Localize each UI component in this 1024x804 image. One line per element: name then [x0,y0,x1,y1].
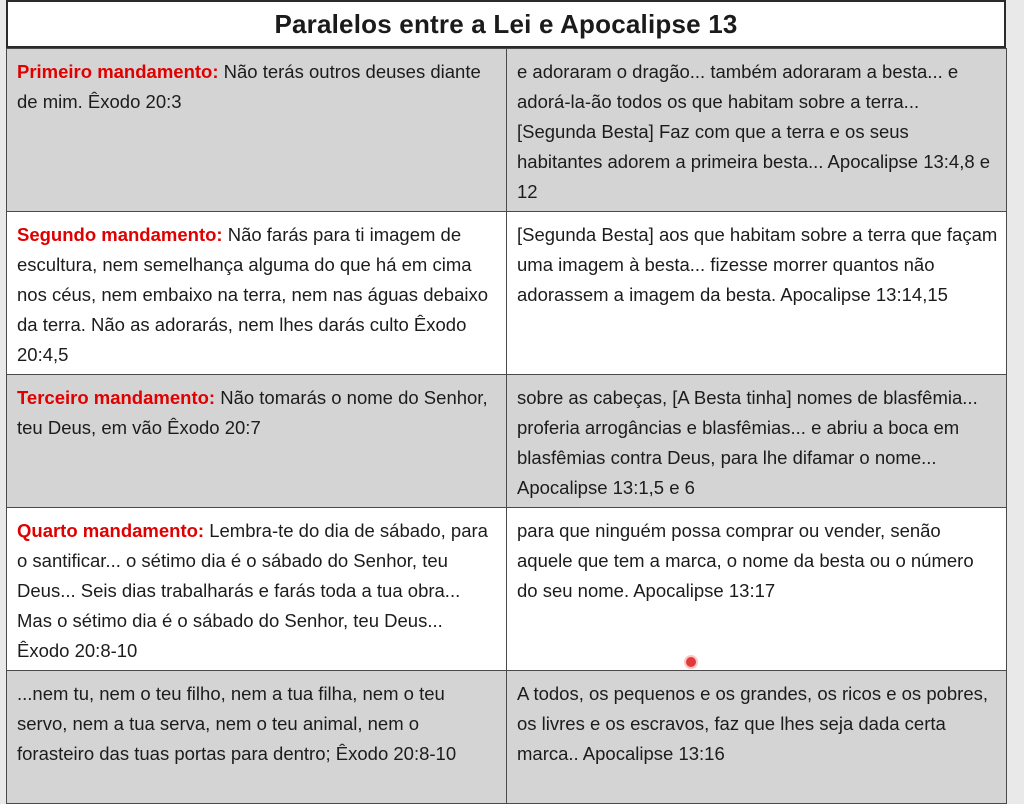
table-row [7,49,1007,212]
law-text: Lembra-te do dia de sábado, para o santificar... o sétimo dia é o sábado do Senhor, teu Deus... Seis dias trabalharás e farás toda a tua obra... Mas o sétimo dia é o sábado do Senhor, teu Deus... Êxodo 20:8-10 [17,520,488,661]
revelation-cell [507,671,1007,804]
revelation-cell [507,375,1007,508]
pointer-cursor-icon [686,657,696,667]
law-text: Não tomarás o nome do Senhor, teu Deus, em vão Êxodo 20:7 [17,387,488,438]
law-cell [7,49,507,212]
table-row [7,508,1007,671]
revelation-cell [507,212,1007,375]
commandment-label: Segundo mandamento: [17,224,223,245]
revelation-text: sobre as cabeças, [A Besta tinha] nomes de blasfêmia... proferia arrogâncias e blasfêmias... e abriu a boca em blasfêmias contra Deus, para lhe difamar o nome... Apocalipse 13:1,5 e 6 [517,387,978,498]
revelation-cell [507,508,1007,671]
commandment-label: Quarto mandamento: [17,520,205,541]
commandment-label: Terceiro mandamento: [17,387,216,408]
law-cell [7,671,507,804]
law-cell [7,508,507,671]
commandment-label: Primeiro mandamento: [17,61,219,82]
slide [6,0,1006,764]
law-text: Não terás outros deuses diante de mim. Êxodo 20:3 [17,61,481,112]
page-title: Paralelos entre a Lei e Apocalipse 13 [274,8,738,39]
table-row [7,212,1007,375]
revelation-text: [Segunda Besta] aos que habitam sobre a terra que façam uma imagem à besta... fizesse morrer quantos não adorassem a imagem da besta. Apocalipse 13:14,15 [517,224,998,305]
revelation-text: para que ninguém possa comprar ou vender, senão aquele que tem a marca, o nome da besta ou o número do seu nome. Apocalipse 13:17 [517,520,974,601]
revelation-text: A todos, os pequenos e os grandes, os ricos e os pobres, os livres e os escravos, faz que lhes seja dada certa marca.. Apocalipse 13:16 [517,683,989,764]
law-text: ...nem tu, nem o teu filho, nem a tua filha, nem o teu servo, nem a tua serva, nem o teu animal, nem o forasteiro das tuas portas para dentro; Êxodo 20:8-10 [17,683,457,764]
revelation-cell [507,49,1007,212]
law-cell [7,375,507,508]
table-row [7,671,1007,804]
title-bar [6,0,1006,48]
parallels-table [6,48,1007,804]
revelation-text: e adoraram o dragão... também adoraram a besta... e adorá-la-ão todos os que habitam sobre a terra... [Segunda Besta] Faz com que a terra e os seus habitantes adorem a primeira besta... Apocalipse 13:4,8 e 12 [517,61,991,202]
law-cell [7,212,507,375]
table-row [7,375,1007,508]
law-text: Não farás para ti imagem de escultura, nem semelhança alguma do que há em cima nos céus, nem embaixo na terra, nem nas águas debaixo da terra. Não as adorarás, nem lhes darás culto Êxodo 20:4,5 [17,224,489,365]
